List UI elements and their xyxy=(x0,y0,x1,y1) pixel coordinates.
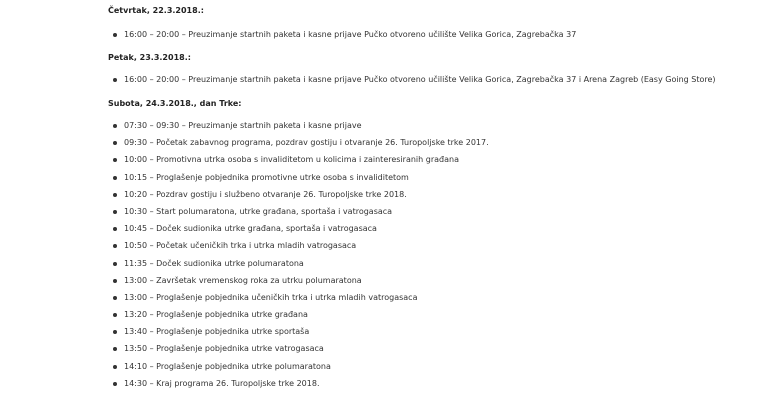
schedule-item xyxy=(108,173,489,190)
schedule-item-text: 09:30 – Početak zabavnog programa, pozdrav gostiju i otvaranje 26. Turopoljske trke 2017. xyxy=(124,138,489,148)
bullet-icon xyxy=(113,313,117,317)
bullet-icon xyxy=(113,279,117,283)
schedule-item xyxy=(108,75,716,92)
schedule-list-saturday xyxy=(108,121,489,396)
bullet-icon xyxy=(113,210,117,214)
schedule-item xyxy=(108,362,489,379)
schedule-item-text: 10:30 – Start polumaratona, utrke građana, sportaša i vatrogasaca xyxy=(124,206,393,216)
schedule-item-text: 13:00 – Završetak vremenskog roka za utrku polumaratona xyxy=(124,275,362,285)
bullet-icon xyxy=(113,176,117,180)
bullet-icon xyxy=(113,124,117,128)
bullet-icon xyxy=(113,158,117,162)
bullet-icon xyxy=(113,382,117,386)
schedule-list-friday xyxy=(108,75,716,92)
schedule-item xyxy=(108,310,489,327)
schedule-item-text: 16:00 – 20:00 – Preuzimanje startnih paketa i kasne prijave Pučko otvoreno učilište Velika Gorica, Zagrebačka 37 xyxy=(124,30,577,39)
bullet-icon xyxy=(113,33,117,37)
bullet-icon xyxy=(113,227,117,231)
bullet-icon xyxy=(113,330,117,334)
day-heading-thursday: Četvrtak, 22.3.2018.: xyxy=(108,6,204,15)
schedule-item-text: 10:20 – Pozdrav gostiju i službeno otvaranje 26. Turopoljske trke 2018. xyxy=(124,189,407,199)
schedule-item-text: 10:00 – Promotivna utrka osoba s invaliditetom u kolicima i zainteresiranih građana xyxy=(124,155,459,165)
schedule-item xyxy=(108,121,489,138)
schedule-item xyxy=(108,224,489,241)
bullet-icon xyxy=(113,262,117,266)
schedule-item-text: 07:30 – 09:30 – Preuzimanje startnih paketa i kasne prijave xyxy=(124,121,362,130)
day-heading-friday: Petak, 23.3.2018.: xyxy=(108,53,191,62)
schedule-item-text: 14:30 – Kraj programa 26. Turopoljske trke 2018. xyxy=(124,378,320,388)
schedule-item xyxy=(108,276,489,293)
schedule-item-text: 13:50 – Proglašenje pobjednika utrke vatrogasaca xyxy=(124,344,324,354)
schedule-item xyxy=(108,190,489,207)
schedule-item xyxy=(108,155,489,172)
schedule-item xyxy=(108,327,489,344)
schedule-item-text: 10:45 – Doček sudionika utrke građana, sportaša i vatrogasaca xyxy=(124,224,377,234)
schedule-item-text: 16:00 – 20:00 – Preuzimanje startnih paketa i kasne prijave Pučko otvoreno učilište Velika Gorica, Zagrebačka 37 i Arena Zagreb (Easy Going Store) xyxy=(124,75,716,84)
schedule-item-text: 13:40 – Proglašenje pobjednika utrke sportaša xyxy=(124,327,310,337)
bullet-icon xyxy=(113,347,117,351)
schedule-item xyxy=(108,379,489,396)
schedule-item-text: 11:35 – Doček sudionika utrke polumaratona xyxy=(124,258,304,268)
schedule-item xyxy=(108,30,576,47)
schedule-item-text: 13:00 – Proglašenje pobjednika učeničkih trka i utrka mladih vatrogasaca xyxy=(124,292,418,302)
bullet-icon xyxy=(113,78,117,82)
bullet-icon xyxy=(113,296,117,300)
bullet-icon xyxy=(113,193,117,197)
schedule-item xyxy=(108,344,489,361)
schedule-item xyxy=(108,241,489,258)
schedule-item xyxy=(108,138,489,155)
bullet-icon xyxy=(113,141,117,145)
schedule-item xyxy=(108,207,489,224)
bullet-icon xyxy=(113,244,117,248)
schedule-item xyxy=(108,293,489,310)
schedule-item-text: 13:20 – Proglašenje pobjednika utrke građana xyxy=(124,310,308,320)
schedule-item-text: 14:10 – Proglašenje pobjednika utrke polumaratona xyxy=(124,361,331,371)
day-heading-saturday: Subota, 24.3.2018., dan Trke: xyxy=(108,99,242,108)
bullet-icon xyxy=(113,365,117,369)
schedule-item xyxy=(108,259,489,276)
schedule-list-thursday xyxy=(108,30,576,47)
schedule-item-text: 10:50 – Početak učeničkih trka i utrka mladih vatrogasaca xyxy=(124,241,357,251)
schedule-item-text: 10:15 – Proglašenje pobjednika promotivne utrke osoba s invaliditetom xyxy=(124,172,409,182)
